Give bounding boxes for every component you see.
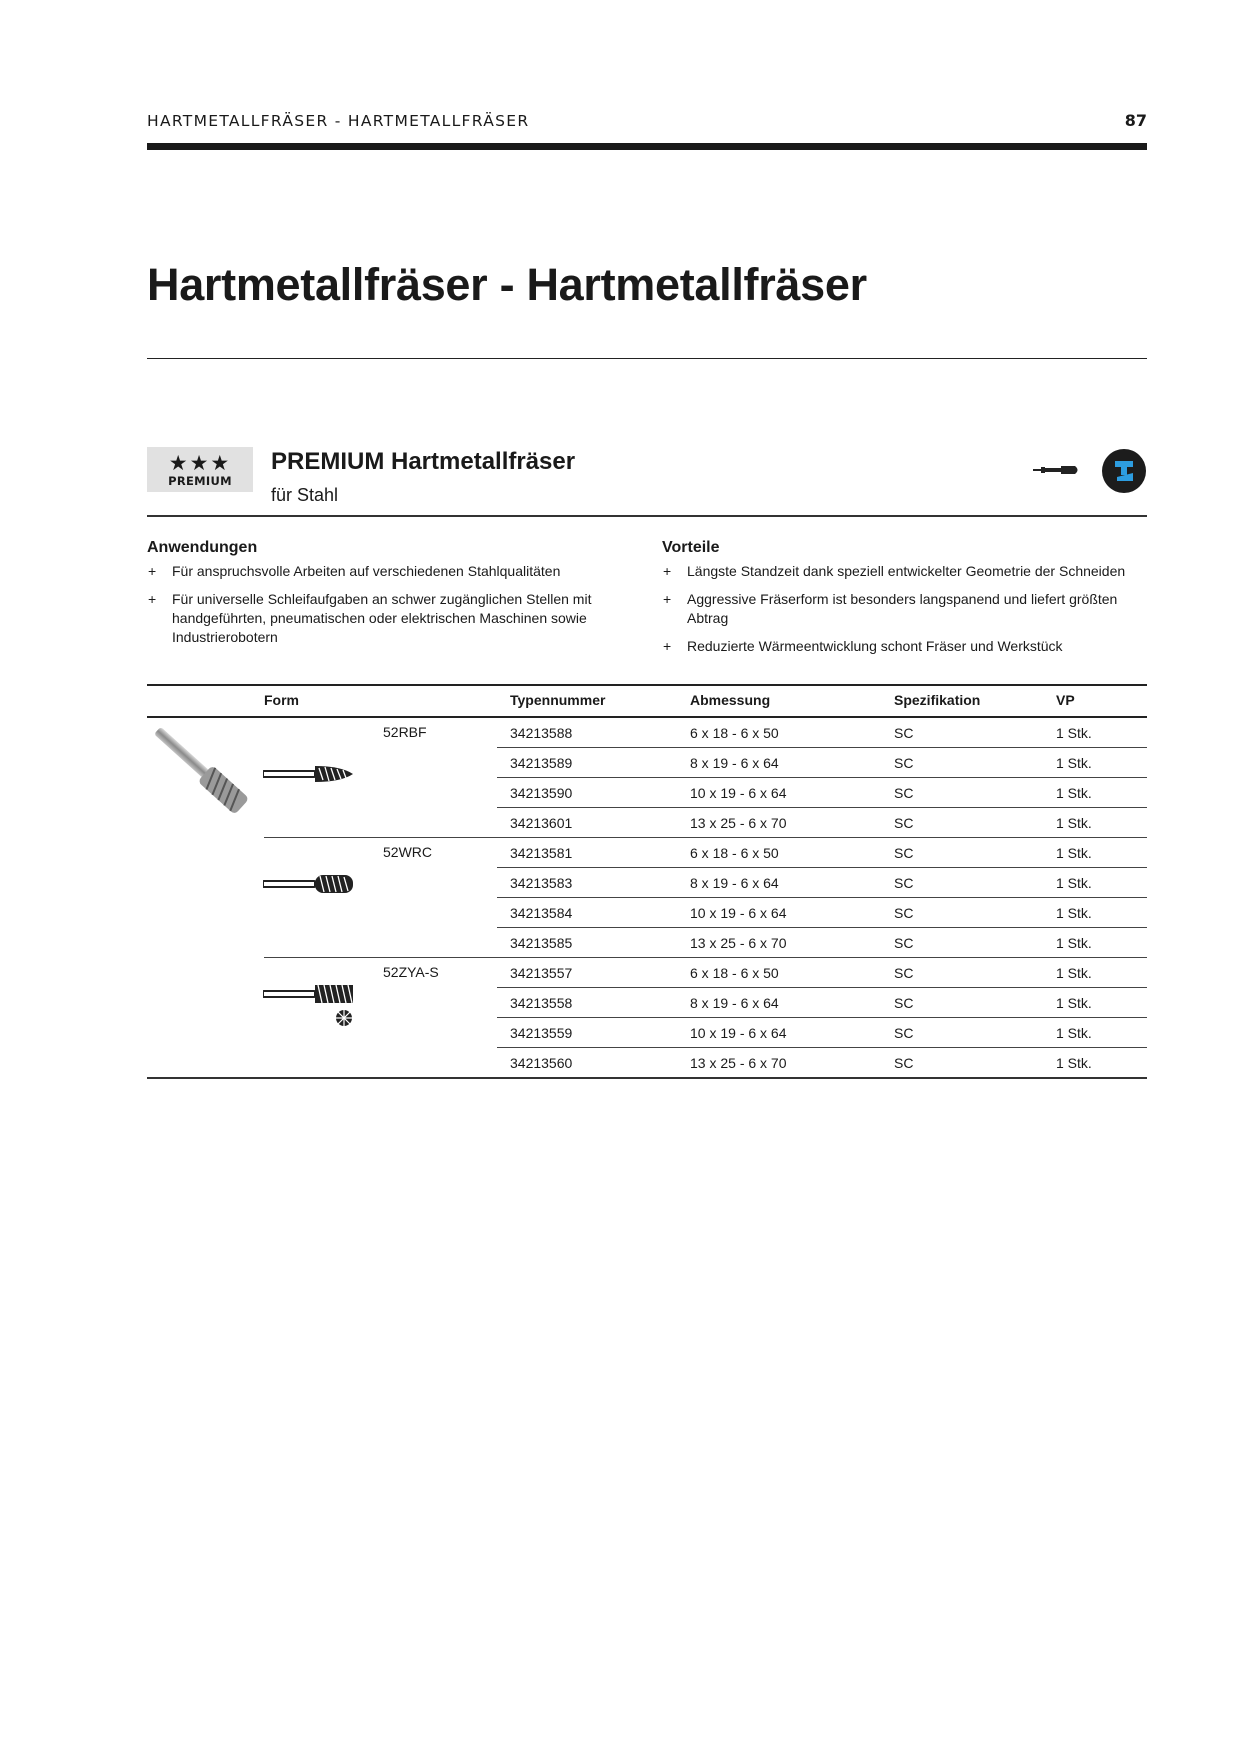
cell-typennummer: 34213558	[510, 995, 573, 1011]
cell-vp: 1 Stk.	[1056, 785, 1092, 801]
cell-spezifikation: SC	[894, 785, 914, 801]
anwendungen-list	[147, 562, 617, 647]
cell-spezifikation: SC	[894, 755, 914, 771]
table-row-divider	[497, 777, 1147, 778]
product-subtitle: für Stahl	[271, 485, 339, 505]
table-top-rule	[147, 684, 1147, 686]
cell-abmessung: 13 x 25 - 6 x 70	[690, 1055, 787, 1071]
cell-abmessung: 10 x 19 - 6 x 64	[690, 905, 787, 921]
running-title: HARTMETALLFRÄSER - HARTMETALLFRÄSER	[147, 112, 530, 130]
cell-spezifikation: SC	[894, 725, 914, 741]
product-title: PREMIUM Hartmetallfräser	[271, 448, 576, 475]
anwendungen-heading: Anwendungen	[147, 539, 258, 556]
table-row-divider	[497, 987, 1147, 988]
flame-shape-icon	[263, 762, 355, 786]
list-item: + Aggressive Fräserform ist besonders langspanend und liefert größten Abtrag	[662, 590, 1147, 628]
cell-vp: 1 Stk.	[1056, 845, 1092, 861]
cell-vp: 1 Stk.	[1056, 1025, 1092, 1041]
cell-abmessung: 8 x 19 - 6 x 64	[690, 755, 779, 771]
running-header	[147, 112, 1147, 132]
list-item: + Längste Standzeit dank speziell entwickelter Geometrie der Schneiden	[662, 562, 1147, 581]
group-divider	[264, 957, 1147, 958]
product-header-rule	[147, 515, 1147, 517]
cell-typennummer: 34213560	[510, 1055, 573, 1071]
table-row-divider	[497, 927, 1147, 928]
page-number: 87	[1124, 111, 1147, 130]
vorteile-list	[662, 562, 1147, 656]
header-rule	[147, 143, 1147, 150]
cell-typennummer: 34213590	[510, 785, 573, 801]
group-divider	[264, 837, 1147, 838]
header-abmessung: Abmessung	[690, 692, 771, 708]
cell-typennummer: 34213588	[510, 725, 573, 741]
cell-spezifikation: SC	[894, 965, 914, 981]
cell-vp: 1 Stk.	[1056, 1055, 1092, 1071]
vorteile-heading: Vorteile	[662, 539, 720, 556]
cell-abmessung: 6 x 18 - 6 x 50	[690, 845, 779, 861]
cell-abmessung: 6 x 18 - 6 x 50	[690, 725, 779, 741]
stars-icon: ★★★	[168, 452, 232, 475]
cell-spezifikation: SC	[894, 845, 914, 861]
page-title: Hartmetallfräser - Hartmetallfräser	[147, 259, 867, 310]
list-item: + Reduzierte Wärmeentwicklung schont Fräser und Werkstück	[662, 637, 1147, 656]
oval-shape-icon	[263, 872, 355, 896]
cell-typennummer: 34213585	[510, 935, 573, 951]
cell-abmessung: 6 x 18 - 6 x 50	[690, 965, 779, 981]
cell-vp: 1 Stk.	[1056, 875, 1092, 891]
cell-abmessung: 8 x 19 - 6 x 64	[690, 995, 779, 1011]
cell-abmessung: 13 x 25 - 6 x 70	[690, 935, 787, 951]
cylinder-shape-icon	[263, 982, 355, 1028]
cell-typennummer: 34213589	[510, 755, 573, 771]
badge-label: PREMIUM	[168, 474, 232, 488]
cell-spezifikation: SC	[894, 815, 914, 831]
cell-spezifikation: SC	[894, 1055, 914, 1071]
cell-typennummer: 34213583	[510, 875, 573, 891]
cell-abmessung: 10 x 19 - 6 x 64	[690, 785, 787, 801]
cell-spezifikation: SC	[894, 935, 914, 951]
cell-typennummer: 34213581	[510, 845, 573, 861]
cell-typennummer: 34213601	[510, 815, 573, 831]
cell-vp: 1 Stk.	[1056, 965, 1092, 981]
premium-badge	[147, 447, 253, 492]
table-row-divider	[497, 747, 1147, 748]
cell-vp: 1 Stk.	[1056, 725, 1092, 741]
header-typennummer: Typennummer	[510, 692, 606, 708]
cell-vp: 1 Stk.	[1056, 905, 1092, 921]
cell-abmessung: 10 x 19 - 6 x 64	[690, 1025, 787, 1041]
cell-typennummer: 34213557	[510, 965, 573, 981]
vorteile-section	[662, 537, 1147, 665]
cell-spezifikation: SC	[894, 905, 914, 921]
form-code: 52WRC	[383, 844, 433, 860]
cell-vp: 1 Stk.	[1056, 815, 1092, 831]
list-item: + Für anspruchsvolle Arbeiten auf verschiedenen Stahlqualitäten	[147, 562, 617, 581]
cell-typennummer: 34213559	[510, 1025, 573, 1041]
cell-spezifikation: SC	[894, 1025, 914, 1041]
cell-vp: 1 Stk.	[1056, 755, 1092, 771]
brand-logo-icon	[1101, 448, 1147, 494]
header-form: Form	[264, 692, 299, 708]
cell-abmessung: 13 x 25 - 6 x 70	[690, 815, 787, 831]
cell-typennummer: 34213584	[510, 905, 573, 921]
table-row-divider	[497, 807, 1147, 808]
form-code: 52RBF	[383, 724, 427, 740]
cell-vp: 1 Stk.	[1056, 995, 1092, 1011]
table-row-divider	[497, 1017, 1147, 1018]
burr-photo-image	[147, 722, 257, 822]
table-row-divider	[497, 897, 1147, 898]
anwendungen-section	[147, 537, 617, 656]
list-item: + Für universelle Schleifaufgaben an schwer zugänglichen Stellen mit handgeführten, pneumatischen oder elektrischen Maschinen sowie Industrierobotern	[147, 590, 617, 647]
table-header-rule	[147, 716, 1147, 718]
die-grinder-icon	[1033, 463, 1081, 477]
table-bottom-rule	[147, 1077, 1147, 1079]
title-rule	[147, 358, 1147, 359]
cell-vp: 1 Stk.	[1056, 935, 1092, 951]
cell-spezifikation: SC	[894, 995, 914, 1011]
table-row-divider	[497, 1047, 1147, 1048]
cell-abmessung: 8 x 19 - 6 x 64	[690, 875, 779, 891]
cell-spezifikation: SC	[894, 875, 914, 891]
header-spezifikation: Spezifikation	[894, 692, 981, 708]
form-code: 52ZYA-S	[383, 964, 439, 980]
header-vp: VP	[1056, 692, 1075, 708]
table-row-divider	[497, 867, 1147, 868]
